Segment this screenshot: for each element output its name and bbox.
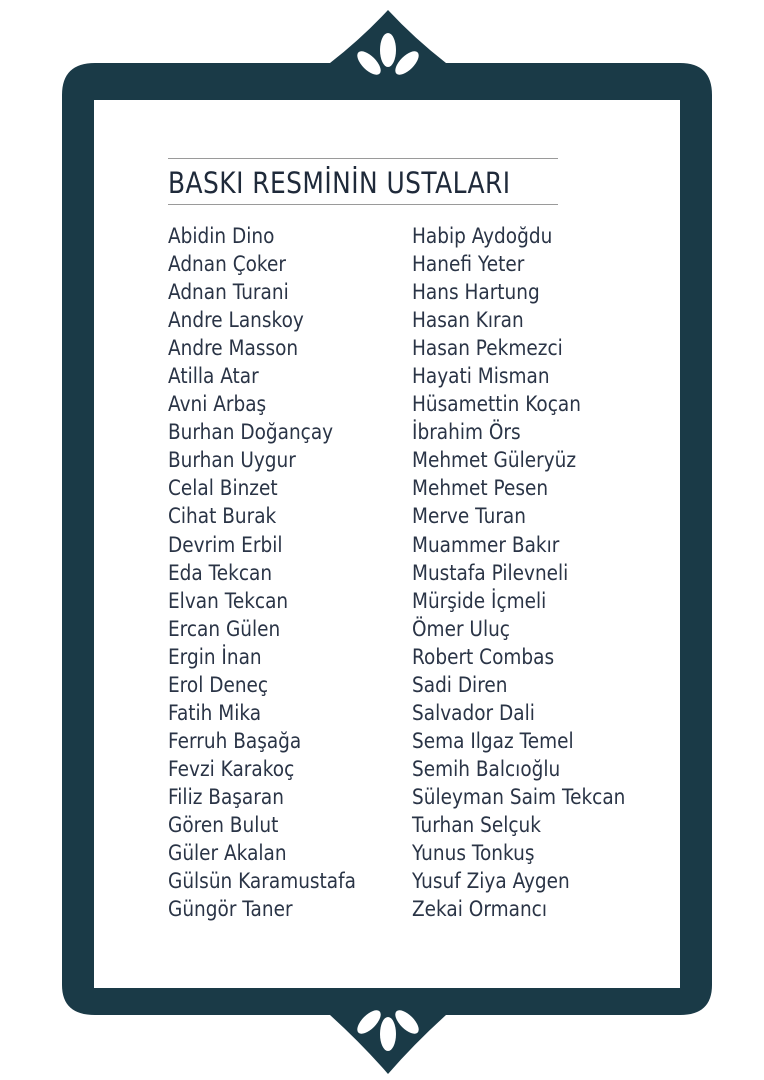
- artist-name: İbrahim Örs: [412, 420, 521, 446]
- artist-name: Hasan Pekmezci: [412, 336, 563, 362]
- artist-name: Hans Hartung: [412, 280, 540, 306]
- artist-name: Ergin İnan: [168, 644, 262, 670]
- artist-name: Semih Balcıoğlu: [412, 756, 561, 782]
- artist-name: Gülsün Karamustafa: [168, 869, 356, 895]
- artist-name: Atilla Atar: [168, 364, 259, 390]
- artist-name: Ömer Uluç: [412, 616, 510, 642]
- artist-name: Adnan Çoker: [168, 252, 286, 278]
- artist-name: Burhan Doğançay: [168, 420, 334, 446]
- artist-name: Süleyman Saim Tekcan: [412, 784, 626, 810]
- artist-name: Ferruh Başağa: [168, 728, 302, 754]
- artist-name: Abidin Dino: [168, 224, 275, 249]
- artist-name: Mehmet Güleryüz: [412, 448, 577, 474]
- artist-name: Robert Combas: [412, 644, 555, 670]
- artist-name: Yusuf Ziya Aygen: [412, 869, 570, 895]
- artist-name: Eda Tekcan: [168, 560, 273, 586]
- artist-list-right: [412, 223, 660, 924]
- artist-name: Zekai Ormancı: [412, 897, 547, 923]
- artist-name: Adnan Turani: [168, 280, 289, 306]
- artist-list-left: [168, 223, 387, 924]
- artist-name: Cihat Burak: [168, 504, 277, 530]
- artist-name: Muammer Bakır: [412, 532, 560, 558]
- artist-name: Filiz Başaran: [168, 784, 284, 810]
- artist-name: Sema Ilgaz Temel: [412, 728, 574, 754]
- artist-name: Habip Aydoğdu: [412, 224, 553, 249]
- artist-name: Mustafa Pilevneli: [412, 560, 569, 586]
- artist-name: Andre Masson: [168, 336, 299, 362]
- content-card: [94, 100, 680, 988]
- page-title: BASKI RESMİNİN USTALARI: [168, 166, 511, 200]
- artist-name: Turhan Selçuk: [412, 812, 541, 838]
- artist-name: Ercan Gülen: [168, 616, 281, 642]
- bottom-divider: [168, 204, 558, 205]
- artist-name: Hayati Misman: [412, 364, 550, 390]
- artist-name: Elvan Tekcan: [168, 588, 289, 614]
- artist-name: Hüsamettin Koçan: [412, 392, 581, 418]
- artist-name: Andre Lanskoy: [168, 308, 304, 334]
- artist-name: Mürşide İçmeli: [412, 588, 547, 614]
- title-block: [168, 158, 558, 205]
- artist-name: Hanefi Yeter: [412, 252, 525, 278]
- artist-name: Avni Arbaş: [168, 392, 267, 418]
- artist-name: Devrim Erbil: [168, 532, 283, 558]
- artist-name: Celal Binzet: [168, 476, 278, 502]
- artist-name: Burhan Uygur: [168, 448, 296, 474]
- artist-name: Mehmet Pesen: [412, 476, 549, 502]
- artist-name: Yunus Tonkuş: [412, 841, 535, 867]
- artist-name: Merve Turan: [412, 504, 526, 530]
- artist-name: Salvador Dali: [412, 700, 535, 726]
- artist-name: Fevzi Karakoç: [168, 756, 295, 782]
- artist-name: Güngör Taner: [168, 897, 293, 923]
- artist-name: Gören Bulut: [168, 812, 279, 838]
- artist-name: Sadi Diren: [412, 672, 508, 698]
- artist-name: Erol Deneç: [168, 672, 269, 698]
- artist-name: Güler Akalan: [168, 841, 287, 867]
- artist-name: Hasan Kıran: [412, 308, 524, 334]
- artist-name: Fatih Mika: [168, 700, 262, 726]
